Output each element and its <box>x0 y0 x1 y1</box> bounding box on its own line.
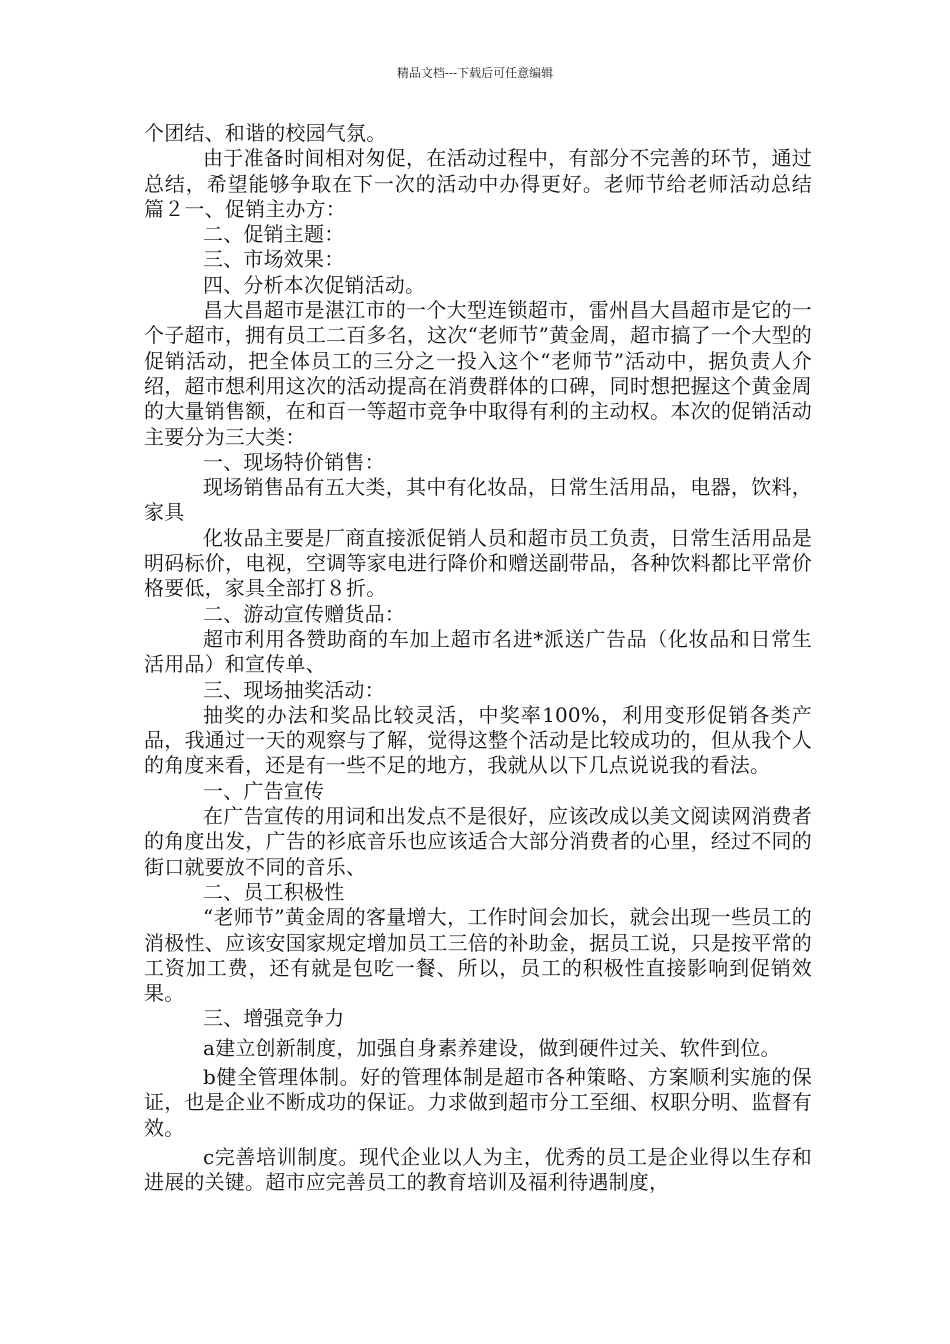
document-body <box>144 121 812 1195</box>
paragraph: 超市利用各赞助商的车加上超市名进*派送广告品（化妆品和日常生活用品）和宣传单、 <box>144 626 812 677</box>
paragraph: 个团结、和谐的校园气氛。 <box>144 121 387 145</box>
paragraph: c完善培训制度。现代企业以人为主，优秀的员工是企业得以生存和进展的关键。超市应完善员工的教育培训及福利待遇制度， <box>144 1144 812 1195</box>
paragraph: 一、现场特价销售： <box>203 449 385 474</box>
paragraph: a建立创新制度，加强自身素养建设，做到硬件过关、软件到位。 <box>203 1035 781 1060</box>
paragraph: 三、市场效果： <box>203 247 345 272</box>
paragraph: 昌大昌超市是湛江市的一个大型连锁超市，雷州昌大昌超市是它的一个子超市，拥有员工二百多名，这次“老师节”黄金周，超市搞了一个大型的促销活动，把全体员工的三分之一投入这个“老师节”活动中，据负责人介绍，超市想利用这次的活动提高在消费群体的口碑，同时想把握这个黄金周的大量销售额，在和百一等超市竞争中取得有利的主动权。本次的促销活动主要分为三大类： <box>144 298 812 449</box>
paragraph: “老师节”黄金周的客量增大，工作时间会加长，就会出现一些员工的消极性、应该安国家规定增加员工三倍的补助金，据员工说，只是按平常的工资加工费，还有就是包吃一餐、所以，员工的积极性直接影响到促销效果。 <box>144 905 812 1006</box>
paragraph: 抽奖的办法和奖品比较灵活，中奖率100%，利用变形促销各类产品，我通过一天的观察与了解，觉得这整个活动是比较成功的，但从我个人的角度来看，还是有一些不足的地方，我就从以下几点说说我的看法。 <box>144 702 812 778</box>
paragraph: 二、员工积极性 <box>203 879 345 904</box>
page-header: 精品文档---下载后可任意编辑 <box>396 66 554 80</box>
paragraph: 一、广告宣传 <box>203 778 325 803</box>
paragraph: 由于准备时间相对匆促，在活动过程中，有部分不完善的环节，通过总结，希望能够争取在下一次的活动中办得更好。老师节给老师活动总结 篇２一、促销主办方： <box>144 146 812 221</box>
paragraph: 三、增强竞争力 <box>203 1006 345 1031</box>
paragraph: 化妆品主要是厂商直接派促销人员和超市员工负责，日常生活用品是明码标价，电视，空调等家电进行降价和赠送副带品，各种饮料都比平常价格要低，家具全部打８折。 <box>144 525 812 601</box>
paragraph: b健全管理体制。好的管理体制是超市各种策略、方案顺利实施的保证，也是企业不断成功的保证。力求做到超市分工至细、权职分明、监督有效。 <box>144 1064 812 1140</box>
paragraph: 三、现场抽奖活动： <box>203 677 385 702</box>
paragraph: 在广告宣传的用词和出发点不是很好，应该改成以美文阅读网消费者的角度出发，广告的衫底音乐也应该适合大部分消费者的心里，经过不同的街口就要放不同的音乐、 <box>144 804 812 879</box>
paragraph: 二、促销主题： <box>203 222 345 247</box>
paragraph: 现场销售品有五大类，其中有化妆品，日常生活用品，电器，饮料，家具 <box>144 475 812 525</box>
paragraph: 二、游动宣传赠货品： <box>203 601 405 626</box>
paragraph: 四、分析本次促销活动。 <box>203 272 426 297</box>
